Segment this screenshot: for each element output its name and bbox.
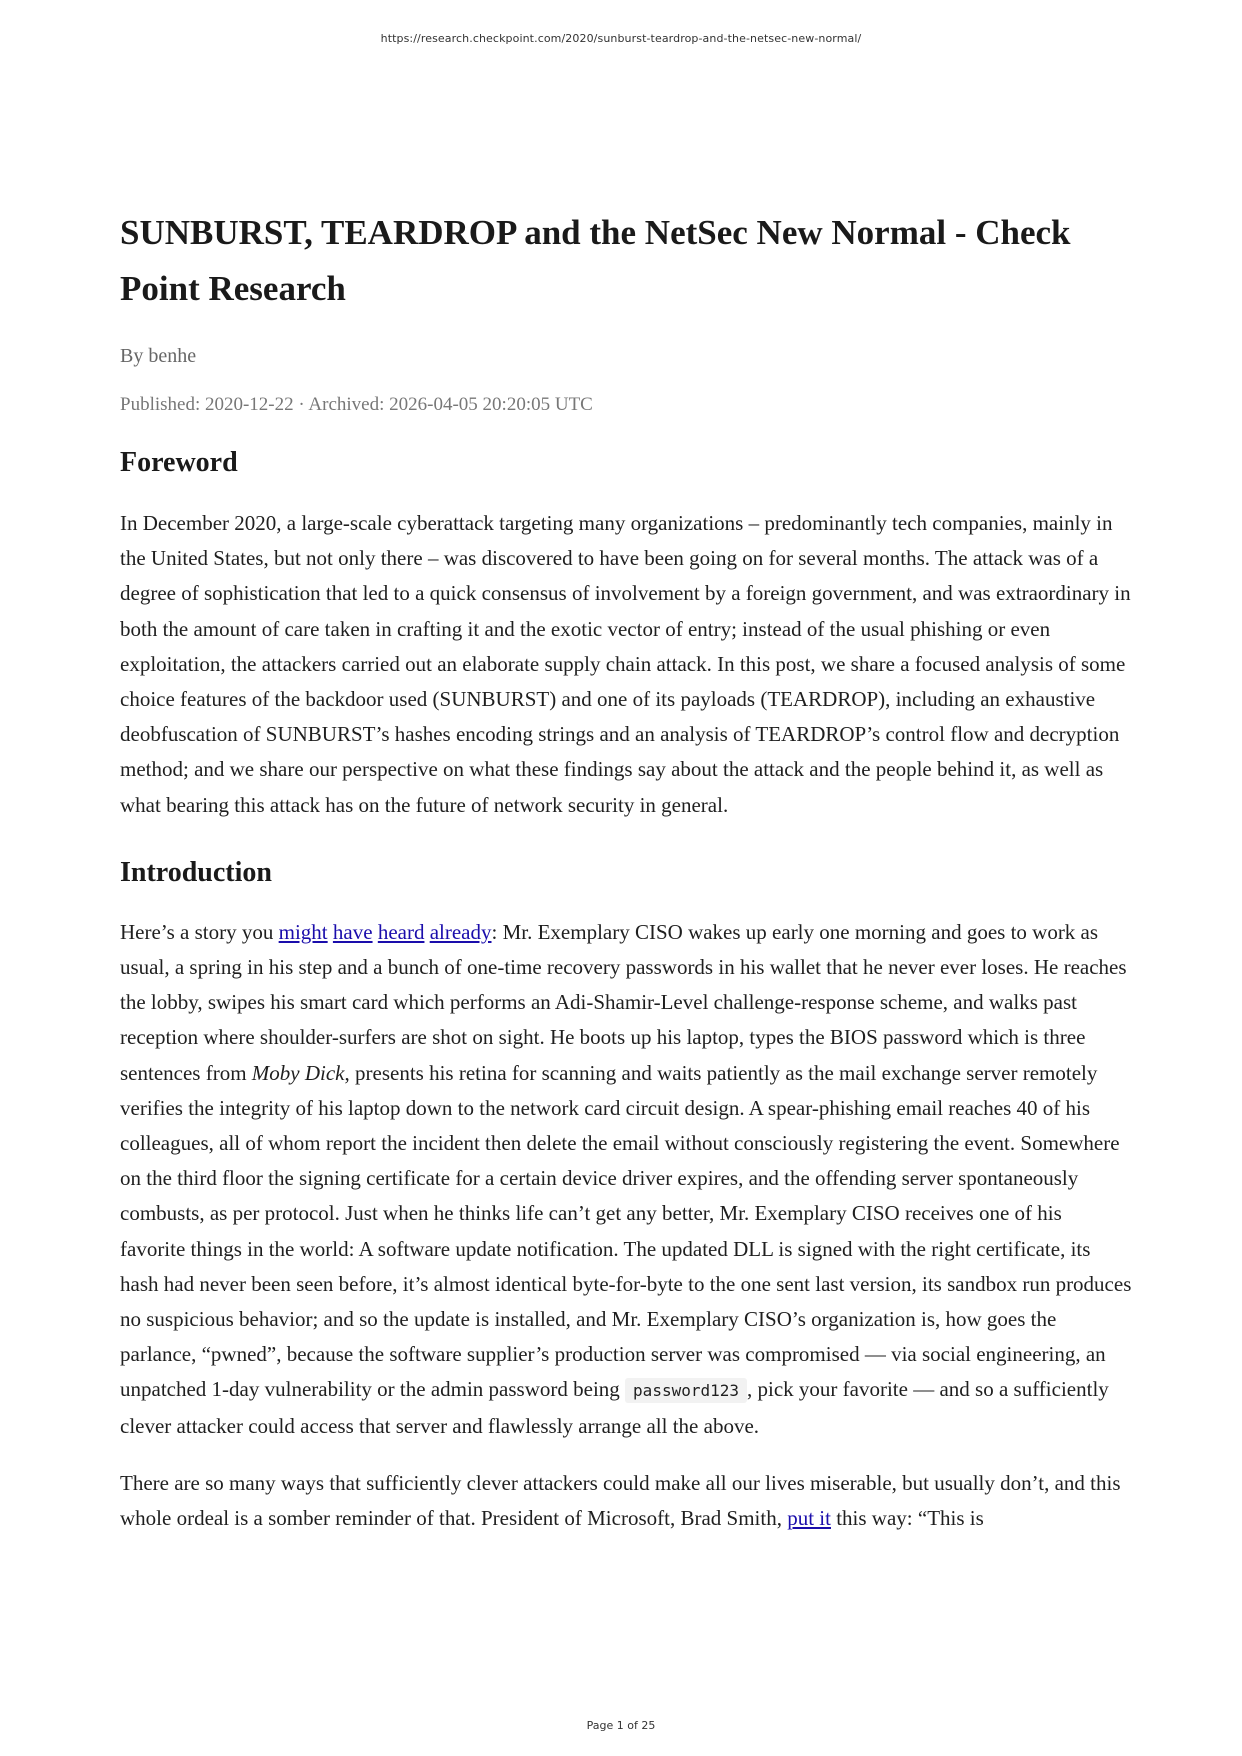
foreword-heading: Foreword <box>120 447 238 478</box>
link-have[interactable]: have <box>332 919 373 944</box>
text-run: , presents his retina for scanning and waits patiently as the mail exchange server remotely verifies the integrity of his laptop down to the network card circuit design. A spear-phishing email reaches 40 of his colleagues, all of whom report the incident then delete the email without consciously registering the event. Somewhere on the third floor the signing certificate for a certain device driver expires, and the offending server spontaneously combusts, as per protocol. Just when he thinks life can’t get any better, Mr. Exemplary CISO receives one of his favorite things in the world: A software update notification. The updated DLL is signed with the right certificate, its hash had never been seen before, it’s almost identical byte-for-byte to the one sent last version, its sandbox run produces no suspicious behavior; and so the update is installed, and Mr. Exemplary CISO’s organization is, how goes the parlance, “pwned”, because the software supplier’s production server was compromised — via social engineering, an unpatched 1-day vulnerability or the admin password being <box>120 1060 1132 1402</box>
text-run: , pick your favorite — and so a sufficiently clever attacker could access that server and flawlessly arrange all the above. <box>120 1377 1109 1438</box>
introduction-paragraph-2 <box>120 1466 1132 1536</box>
page-title: SUNBURST, TEARDROP and the NetSec New Normal - Check Point Research <box>120 213 1071 308</box>
page-number: Page 1 of 25 <box>586 1719 656 1732</box>
link-already[interactable]: already <box>429 919 492 944</box>
text-run: Here’s a story you <box>120 919 279 944</box>
source-url: https://research.checkpoint.com/2020/sunburst-teardrop-and-the-netsec-new-normal/ <box>380 32 862 45</box>
text-run: There are so many ways that sufficiently clever attackers could make all our lives miserable, but usually don’t, and this whole ordeal is a somber reminder of that. President of Microsoft, Brad Smith, <box>120 1470 1121 1531</box>
inline-code: password123 <box>625 1378 747 1403</box>
text-run: : Mr. Exemplary CISO wakes up early one morning and goes to work as usual, a spring in his step and a bunch of one-time recovery passwords in his wallet that he never ever loses. He reaches the lobby, swipes his smart card which performs an Adi-Shamir-Level challenge-response scheme, and walks past reception where shoulder-surfers are shot on sight. He boots up his laptop, types the BIOS password which is three sentences from <box>120 919 1127 1085</box>
link-put-it[interactable]: put it <box>787 1506 831 1531</box>
introduction-heading: Introduction <box>120 856 272 888</box>
link-might[interactable]: might <box>278 919 328 944</box>
article-content <box>120 205 1132 1536</box>
foreword-paragraph: In December 2020, a large-scale cyberattack targeting many organizations – predominantly tech companies, mainly in the United States, but not only there – was discovered to have been going on for several months. The attack was of a degree of sophistication that led to a quick consensus of involvement by a foreign government, and was extraordinary in both the amount of care taken in crafting it and the exotic vector of entry; instead of the usual phishing or even exploitation, the attackers carried out an elaborate supply chain attack. In this post, we share a focused analysis of some choice features of the backdoor used (SUNBURST) and one of its payloads (TEARDROP), including an exhaustive deobfuscation of SUNBURST’s hashes encoding strings and an analysis of TEARDROP’s control flow and decryption method; and we share our perspective on what these findings say about the attack and the people behind it, as well as what bearing this attack has on the future of network security in general. <box>120 511 1131 817</box>
publish-meta: Published: 2020-12-22 · Archived: 2026-04-05 20:20:05 UTC <box>120 394 593 415</box>
emphasis-moby-dick: Moby Dick <box>251 1060 345 1085</box>
text-run: this way: “This is <box>830 1506 984 1531</box>
link-heard[interactable]: heard <box>377 919 425 944</box>
author-byline: By benhe <box>120 345 197 367</box>
introduction-paragraph-1 <box>120 915 1132 1444</box>
